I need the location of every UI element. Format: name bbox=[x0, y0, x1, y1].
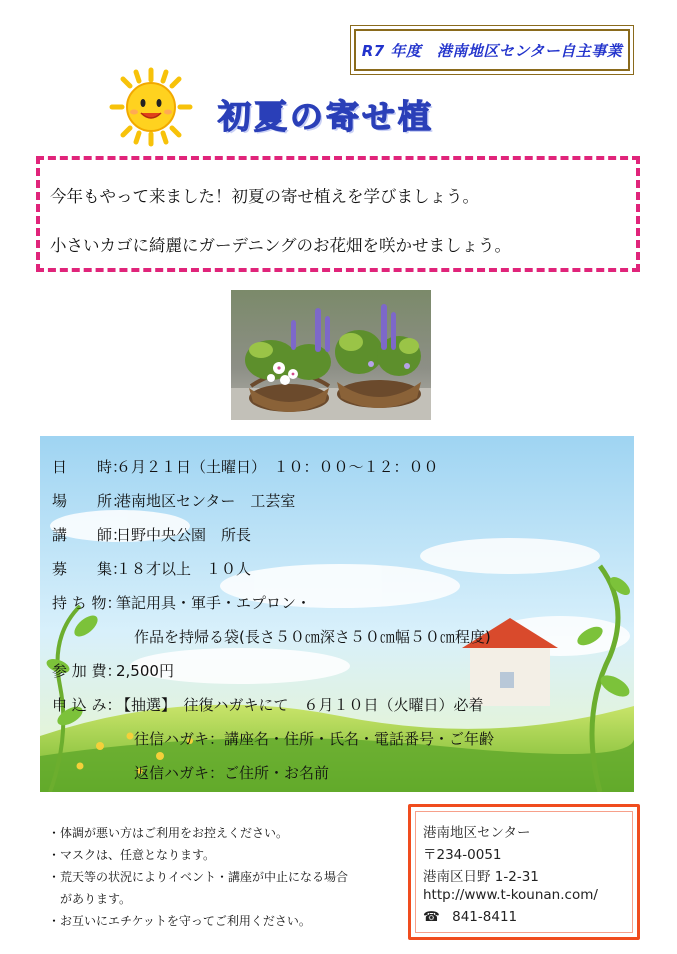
telephone-icon: ☎ bbox=[423, 909, 440, 925]
detail-row-bring-cont: 作品を持帰る袋(長さ５０㎝深さ５０㎝幅５０㎝程度) bbox=[134, 628, 491, 646]
detail-row-location: 場 所：港南地区センター 工芸室 bbox=[52, 492, 296, 510]
notes-list bbox=[48, 822, 348, 932]
contact-box bbox=[408, 804, 640, 940]
detail-row-fee: 参 加 費：2,500円 bbox=[52, 662, 174, 680]
contact-phone-row bbox=[423, 909, 517, 925]
note-item: ・体調が悪い方はご利用をお控えください。 bbox=[48, 826, 289, 840]
contact-name: 港南地区センター bbox=[423, 825, 531, 841]
detail-row-apply-return: 返信ハガキ：ご住所・お名前 bbox=[134, 764, 330, 782]
program-badge bbox=[354, 29, 630, 71]
detail-row-apply-outbound: 往信ハガキ：講座名・住所・氏名・電話番号・ご年齢 bbox=[134, 730, 495, 748]
intro-box bbox=[36, 156, 640, 272]
detail-row-capacity: 募 集：１８才以上 １０人 bbox=[52, 560, 252, 578]
intro-line-1: 今年もやって来ました！初夏の寄せ植えを学びましょう。 bbox=[50, 187, 479, 206]
note-item: ・マスクは、任意となります。 bbox=[48, 848, 216, 862]
note-item: ・お互いにエチケットを守ってご利用ください。 bbox=[48, 914, 311, 928]
detail-row-bring: 持 ち 物：筆記用具・軍手・エプロン・ bbox=[52, 594, 312, 612]
detail-row-apply: 申 込 み：【抽選】 往復ハガキにて ６月１０日（火曜日）必着 bbox=[52, 696, 484, 714]
contact-address: 港南区日野 1-2-31 bbox=[423, 869, 539, 885]
sun-icon bbox=[106, 66, 196, 148]
detail-row-datetime: 日 時：６月２１日（土曜日） １０：００〜１２：００ bbox=[52, 458, 439, 476]
event-details bbox=[52, 456, 632, 786]
badge-text: R7 年度 港南地区センター自主事業 bbox=[361, 41, 623, 60]
contact-url[interactable]: http://www.t-kounan.com/ bbox=[423, 887, 598, 903]
note-item: があります。 bbox=[48, 892, 132, 906]
page-title: 初夏の寄せ植 bbox=[218, 97, 434, 136]
intro-line-2: 小さいカゴに綺麗にガーデニングのお花畑を咲かせましょう。 bbox=[50, 236, 512, 255]
contact-phone: 841-8411 bbox=[452, 909, 518, 925]
note-item: ・荒天等の状況によりイベント・講座が中止になる場合 bbox=[48, 870, 349, 884]
contact-postal: 〒234-0051 bbox=[423, 847, 502, 863]
detail-row-instructor: 講 師：日野中央公園 所長 bbox=[52, 526, 252, 544]
planter-photo bbox=[231, 290, 431, 420]
